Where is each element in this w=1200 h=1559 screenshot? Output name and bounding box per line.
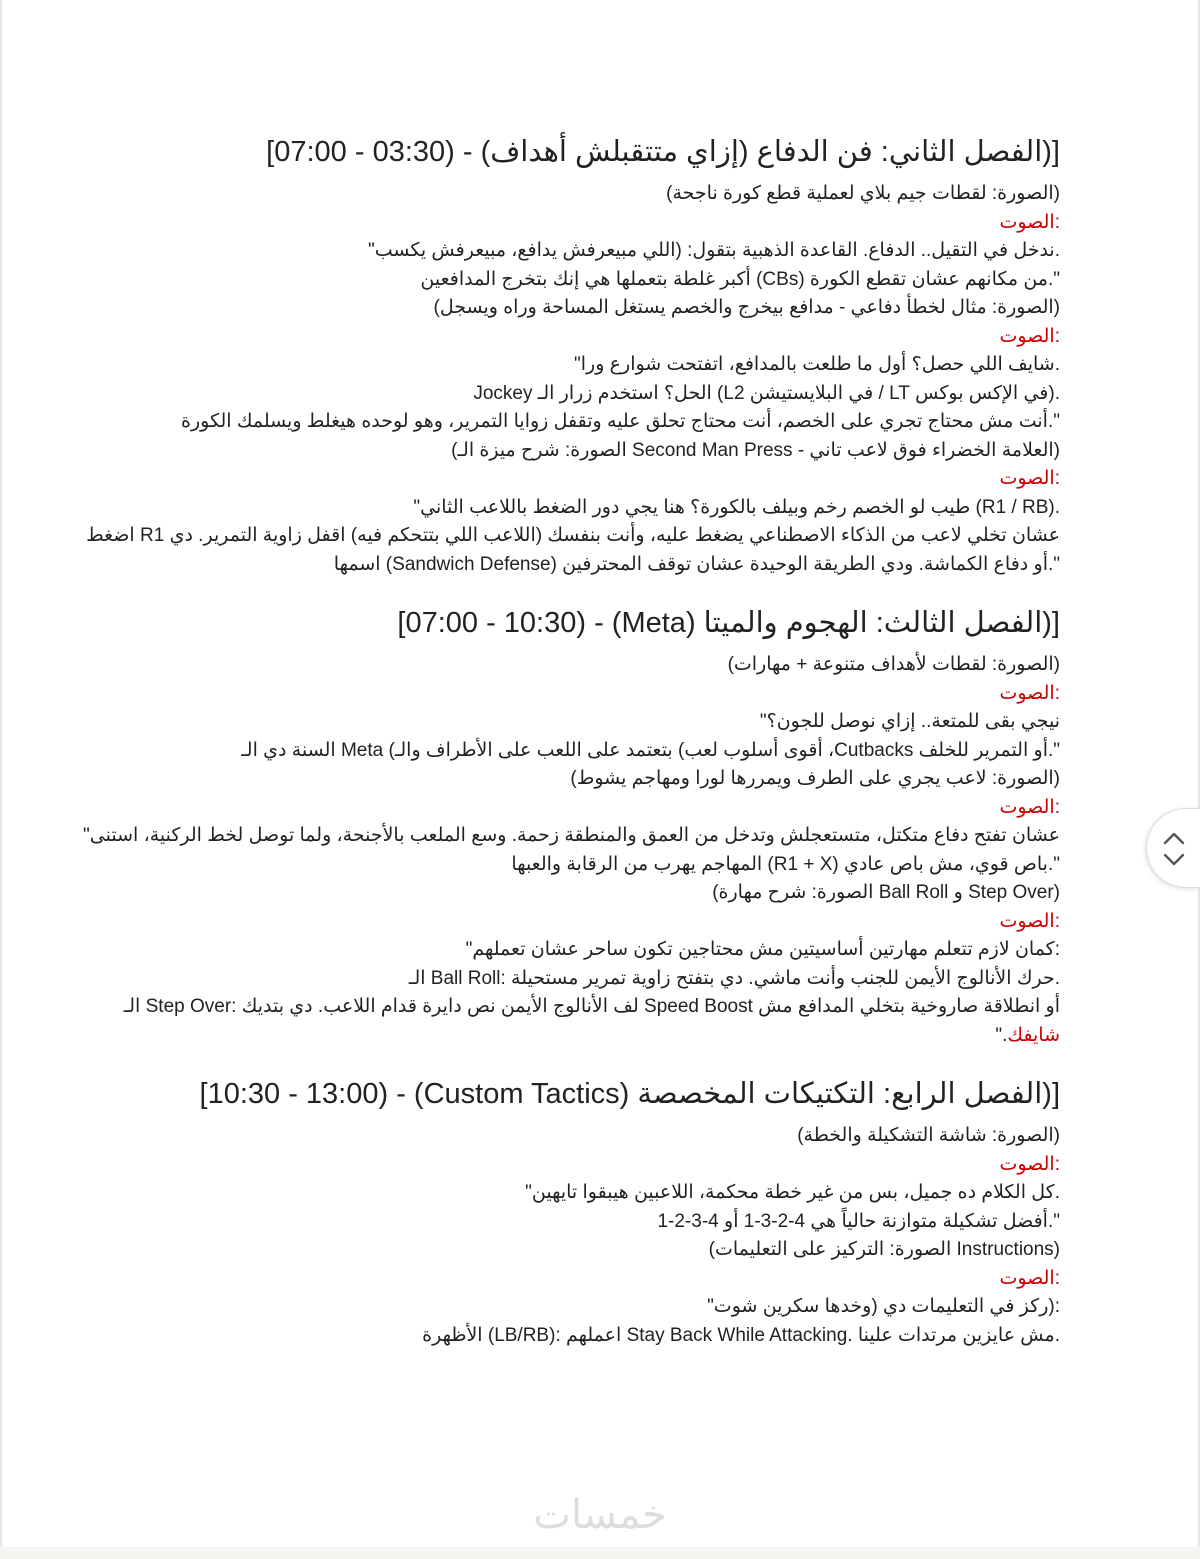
visual-cue: (الصورة: شاشة التشكيلة والخطة): [797, 1125, 1060, 1146]
line-ending: .": [995, 1024, 1008, 1046]
audio-label: :الصوت: [999, 796, 1060, 818]
audio-label: :الصوت: [999, 910, 1060, 932]
audio-label: :الصوت: [999, 1267, 1060, 1289]
section-heading: [(الفصل الرابع: التكتيكات المخصصة (Custom Tactics) - (10:30 - 13:00]: [199, 1078, 1060, 1110]
highlighted-word: شايفك: [1007, 1024, 1060, 1046]
chevron-up-down-icon: [1161, 827, 1187, 871]
visual-cue: (العلامة الخضراء فوق لاعب تاني - Second Man Press الصورة: شرح ميزة الـ): [451, 439, 1060, 461]
script-line: :كمان لازم تتعلم مهارتين أساسيتين مش محتاجين تكون ساحر عشان تعملهم": [465, 939, 1060, 960]
script-line: ".أنت مش محتاج تجري على الخصم، أنت محتاج تحلق عليه وتقفل زوايا التمرير، وهو لوحده هيغلط ويسلمك الكورة: [181, 411, 1060, 432]
script-line: .مش عايزين مرتدات علينا .Stay Back While Attacking اعملهم :(LB/RB) الأظهرة: [422, 1324, 1060, 1346]
bottom-strip: [0, 1547, 1200, 1559]
visual-cue: (الصورة: لقطات جيم بلاي لعملية قطع كورة ناجحة): [666, 183, 1060, 204]
script-line: .(في الإكس بوكس LT / في البلايستيشن L2) الحل؟ استخدم زرار الـ Jockey: [473, 382, 1060, 404]
visual-cue: (الصورة: لاعب يجري على الطرف ويمررها لورا ومهاجم يشوط): [570, 768, 1060, 789]
section-chapter-3: [83, 601, 1060, 1050]
audio-label: :الصوت: [999, 1153, 1060, 1175]
audio-label: :الصوت: [999, 682, 1060, 704]
script-line: ".أفضل تشكيلة متوازنة حالياً هي 4-2-3-1 أو 4-3-2-1: [657, 1210, 1060, 1232]
script-line: .شايف اللي حصل؟ أول ما طلعت بالمدافع، اتفتحت شوارع ورا": [574, 354, 1060, 375]
section-chapter-4: [150, 1072, 1060, 1350]
section-chapter-2: [86, 130, 1060, 579]
script-line: [150, 1022, 1060, 1051]
script-line: .(R1 / RB) طيب لو الخصم رخم وبيلف بالكورة؟ هنا يجي دور الضغط باللاعب الثاني": [413, 496, 1060, 518]
script-line: عشان تفتح دفاع متكتل، متستعجلش وتدخل من العمق والمنطقة زحمة. وسع الملعب بالأجنحة، ولما توصل لخط الركنية، استنى": [83, 825, 1060, 846]
script-line: ".أو دفاع الكماشة. ودي الطريقة الوحيدة عشان توقف المحترفين (Sandwich Defense) اسمها: [333, 553, 1060, 575]
audio-label: :الصوت: [999, 211, 1060, 233]
page-border-left: [0, 0, 2, 1559]
script-line: .حرك الأنالوج الأيمن للجنب وأنت ماشي. دي بتفتح زاوية تمرير مستحيلة :Ball Roll الـ: [408, 967, 1060, 989]
scroll-toggle-button[interactable]: [1146, 808, 1200, 888]
visual-cue: (Instructions الصورة: التركيز على التعليمات): [708, 1239, 1060, 1260]
section-heading: [(الفصل الثالث: الهجوم والميتا (Meta) - (07:00 - 10:30]: [397, 607, 1060, 639]
script-line: ".من مكانهم عشان تقطع الكورة (CBs) أكبر غلطة بتعملها هي إنك بتخرج المدافعين: [420, 268, 1060, 290]
script-line: ".أو التمرير للخلف Cutbacks، أقوى أسلوب لعب) بتعتمد على اللعب على الأطراف والـ) Meta السنة دي الـ: [241, 739, 1060, 761]
audio-label: :الصوت: [999, 325, 1060, 347]
script-line: :(ركز في التعليمات دي (وخدها سكرين شوت": [707, 1296, 1060, 1317]
document-content: [83, 130, 1060, 1350]
script-line: ".باص قوي، مش باص عادي (R1 + X) المهاجم يهرب من الرقابة والعبها: [511, 853, 1060, 875]
section-heading: [(الفصل الثاني: فن الدفاع (إزاي متتقبلش أهداف) - (03:30 - 07:00]: [266, 136, 1060, 168]
script-line: عشان تخلي لاعب من الذكاء الاصطناعي يضغط عليه، وأنت بنفسك (اللاعب اللي بتتحكم فيه) اقفل زاوية التمرير. دي R1 اضغط: [86, 525, 1060, 546]
script-line: .ندخل في التقيل.. الدفاع. القاعدة الذهبية بتقول: (اللي مبيعرفش يدافع، مبيعرفش يكسب": [368, 240, 1060, 261]
script-line: نيجي بقى للمتعة.. إزاي نوصل للجون؟": [759, 711, 1060, 732]
script-line: .كل الكلام ده جميل، بس من غير خطة محكمة، اللاعبين هيبقوا تايهين": [525, 1182, 1060, 1203]
visual-cue: (Step Over و Ball Roll الصورة: شرح مهارة): [712, 882, 1060, 903]
script-line: أو انطلاقة صاروخية بتخلي المدافع مش Speed Boost لف الأنالوج الأيمن نص دايرة قدام اللاعب. دي بتديك :Step Over الـ: [123, 996, 1060, 1017]
visual-cue: (الصورة: مثال لخطأ دفاعي - مدافع بيخرج والخصم يستغل المساحة وراه ويسجل): [433, 297, 1060, 318]
audio-label: :الصوت: [999, 468, 1060, 489]
visual-cue: (الصورة: لقطات لأهداف متنوعة + مهارات): [727, 654, 1060, 675]
watermark-logo: خمسات: [533, 1492, 667, 1538]
